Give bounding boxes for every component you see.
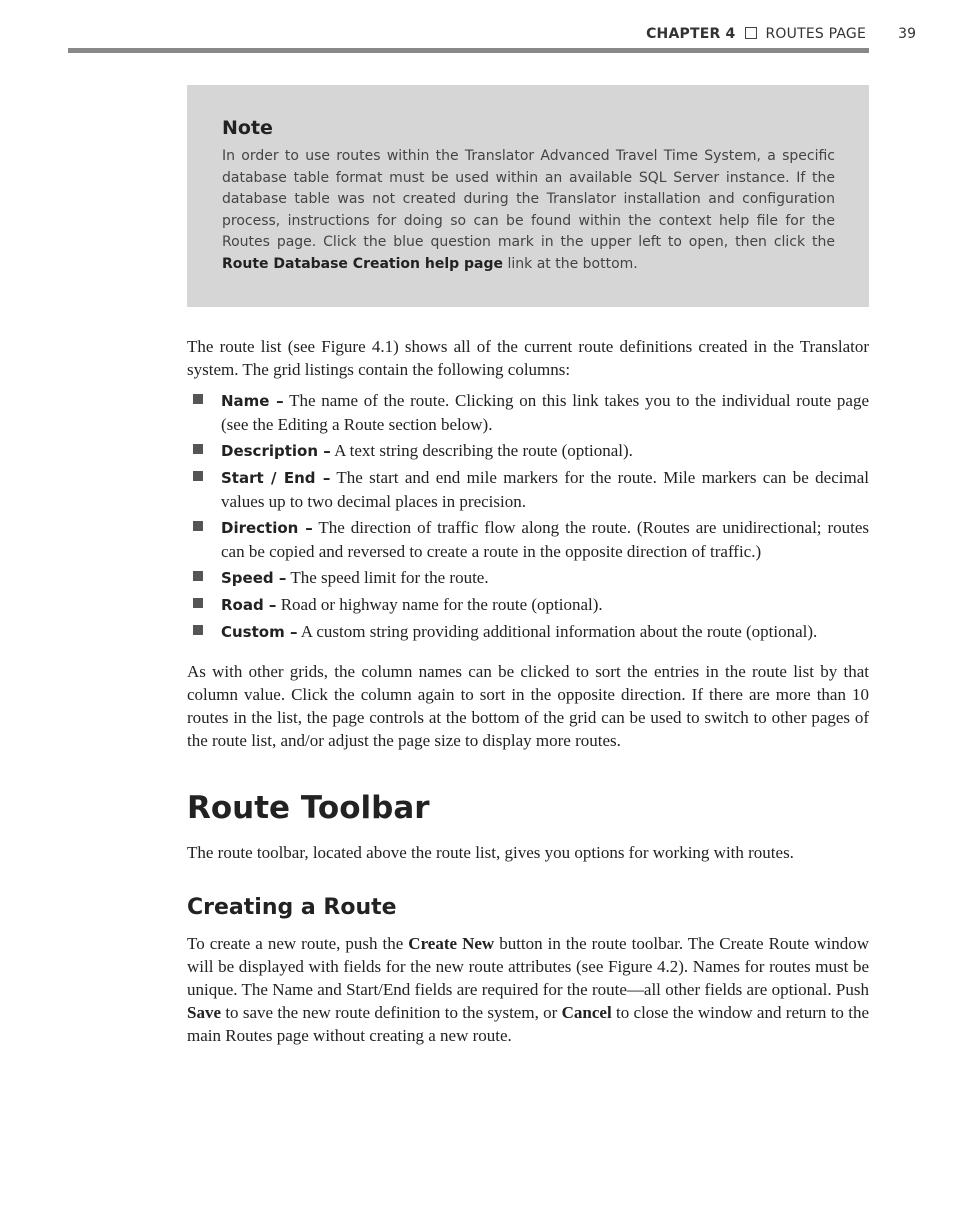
list-item-term: Name –: [221, 392, 284, 410]
page-header: [0, 26, 954, 46]
list-item-desc: The name of the route. Clicking on this link takes you to the individual route page (see the Editing a Route section below).: [221, 391, 870, 434]
list-item-term: Direction –: [221, 519, 313, 537]
list-item-desc: Road or highway name for the route (optional).: [280, 595, 603, 614]
bullet-square-icon: [193, 394, 203, 404]
list-item-desc: The speed limit for the route.: [290, 568, 489, 587]
list-item-term: Start / End –: [221, 469, 331, 487]
bullet-square-icon: [193, 598, 203, 608]
list-item: [187, 466, 869, 513]
list-item: [187, 593, 869, 617]
paragraph-text: To create a new route, push the: [187, 934, 409, 953]
note-title: Note: [222, 117, 273, 139]
subsection-heading: Creating a Route: [187, 895, 397, 920]
list-item-term: Description –: [221, 442, 331, 460]
paragraph-text: to save the new route definition to the system, or: [221, 1003, 562, 1022]
list-item: [187, 389, 869, 436]
column-list: [187, 389, 869, 647]
note-text: [222, 146, 835, 276]
bullet-square-icon: [193, 571, 203, 581]
toolbar-paragraph: The route toolbar, located above the route list, gives you options for working with routes.: [187, 843, 794, 862]
paragraph-text: button in the route toolbar. The Create Route window will be displayed with fields for the new route attributes (see Figure 4.2). Names for routes must be unique. The Name and Start/End fields are required for the route—all other fields are optional. Push: [187, 934, 870, 999]
list-item: [187, 620, 869, 644]
header-rule: [68, 48, 869, 53]
note-link-text: Route Database Creation help page: [222, 255, 504, 272]
list-item-term: Speed –: [221, 569, 287, 587]
list-item-desc: A text string describing the route (optional).: [334, 441, 633, 460]
list-item: [187, 439, 869, 463]
list-item-term: Custom –: [221, 623, 298, 641]
create-route-paragraph: [187, 932, 869, 1047]
note-text-part: link at the bottom.: [503, 255, 638, 272]
bullet-square-icon: [193, 471, 203, 481]
bullet-square-icon: [193, 521, 203, 531]
bullet-square-icon: [193, 625, 203, 635]
list-item-term: Road –: [221, 596, 277, 614]
section-heading: Route Toolbar: [187, 790, 430, 826]
list-item-desc: The start and end mile markers for the route. Mile markers can be decimal values up to two decimal places in precision.: [221, 468, 869, 511]
note-box: [187, 85, 869, 307]
square-separator-icon: [745, 27, 757, 39]
chapter-label: CHAPTER 4: [646, 26, 736, 42]
paragraph-text: to close the window and return to the main Routes page without creating a new route.: [187, 1003, 869, 1045]
list-item: [187, 566, 869, 590]
list-item-desc: The direction of traffic flow along the route. (Routes are unidirectional; routes can be copied and reversed to create a route in the opposite direction of traffic.): [221, 518, 869, 561]
cancel-label: Cancel: [561, 1003, 612, 1022]
running-head: [646, 26, 866, 42]
list-item-desc: A custom string providing additional information about the route (optional).: [300, 622, 818, 641]
intro-paragraph: The route list (see Figure 4.1) shows all of the current route definitions created in the Translator system. The grid listings contain the following columns:: [187, 337, 869, 379]
section-label: ROUTES PAGE: [765, 26, 866, 42]
bullet-square-icon: [193, 444, 203, 454]
save-label: Save: [187, 1003, 221, 1022]
list-item: [187, 516, 869, 563]
page-number: 39: [898, 26, 916, 42]
note-text-part: In order to use routes within the Translator Advanced Travel Time System, a specific database table format must be used within an available SQL Server instance. If the database table was not created during the Translator installation and configuration process, instructions for doing so can be found within the context help file for the Routes page. Click the blue question mark in the upper left to open, then click the: [222, 148, 835, 251]
create-new-label: Create New: [408, 934, 495, 953]
grid-sorting-paragraph: As with other grids, the column names can be clicked to sort the entries in the route list by that column value. Click the column again to sort in the opposite direction. If there are more than 10 routes in the list, the page controls at the bottom of the grid can be used to switch to other pages of the route list, and/or adjust the page size to display more routes.: [187, 662, 869, 750]
